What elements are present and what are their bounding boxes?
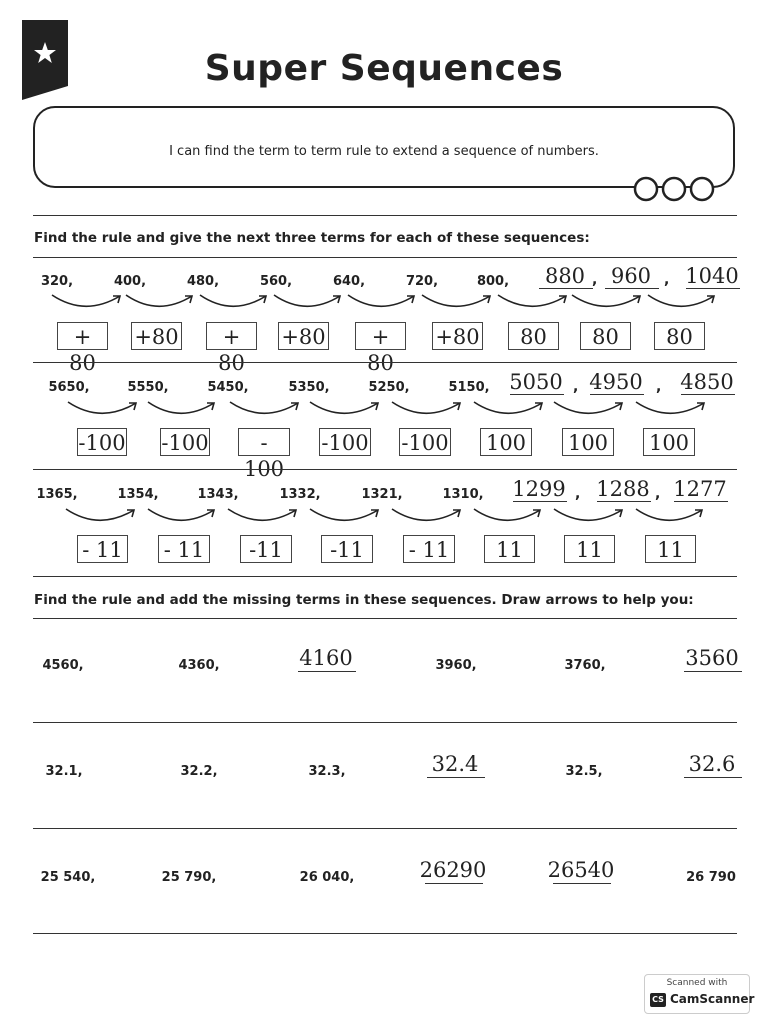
camscanner-logo-icon: CS [650,993,666,1007]
sequence-term: 5150, [448,380,490,395]
rule-value: +80 [435,325,480,349]
answer-underline [510,394,564,395]
comma-mark: , [592,272,598,288]
handwritten-answer: 1040 [685,264,739,288]
sequence-term: 32.1, [45,764,83,779]
rule-value: -100 [401,431,449,455]
sequence-term: 26 040, [299,870,355,885]
handwritten-answer: 4160 [299,646,353,670]
jump-arrow-icon [552,507,630,529]
rule-box [77,428,127,456]
sequence-term: 32.3, [308,764,346,779]
rule-box [206,322,257,375]
sequence-term: 1321, [361,487,403,502]
rule-value: -11 [330,538,364,562]
answer-underline [427,777,485,778]
jump-arrow-icon [472,507,548,529]
rule-box [508,322,559,350]
rule-box [278,322,329,350]
jump-arrow-icon [146,507,222,529]
sequence-term: 5550, [127,380,169,395]
handwritten-answer: 32.6 [688,752,736,776]
divider [33,469,737,470]
divider [33,722,737,723]
sequence-term: 400, [113,274,147,289]
sequence-term: 1354, [117,487,159,502]
sequence-term: 25 540, [40,870,96,885]
sequence-term: 1343, [197,487,239,502]
jump-arrow-icon [198,293,274,315]
answer-underline [513,501,567,502]
rule-value: + 80 [367,325,394,375]
handwritten-answer: 4850 [680,370,734,394]
rule-box [643,428,695,456]
divider [33,215,737,216]
jump-arrow-icon [472,400,550,422]
rule-value: 80 [666,325,693,349]
handwritten-answer: 880 [544,264,586,288]
sequence-term: 3760, [564,658,606,673]
sequence-term: 3960, [435,658,477,673]
rule-box [645,535,696,563]
rule-box [240,535,292,563]
rule-value: 11 [496,538,523,562]
rule-value: - 11 [163,538,205,562]
scanner-caption: Scanned with [666,978,728,988]
sequence-term: 640, [332,274,366,289]
scanner-name: CamScanner [670,992,755,1006]
divider [33,257,737,258]
rule-value: - 11 [82,538,123,562]
rule-box [319,428,371,456]
divider [33,828,737,829]
sequence-term: 5350, [288,380,330,395]
sequence-term: 5650, [48,380,90,395]
comma-mark: , [575,486,581,502]
rule-box [580,322,631,350]
jump-arrow-icon [570,293,648,315]
jump-arrow-icon [308,507,386,529]
handwritten-answer: 1299 [512,477,566,501]
jump-arrow-icon [226,507,304,529]
sequence-term: 26 790 [686,870,736,885]
sequence-term: 560, [259,274,293,289]
rule-value: 80 [520,325,547,349]
rule-value: +80 [134,325,179,349]
sequence-term: 32.5, [565,764,603,779]
answer-underline [686,288,740,289]
handwritten-answer: 1277 [673,477,727,501]
rule-box [238,428,290,481]
handwritten-answer: 32.4 [431,752,479,776]
answer-underline [425,883,483,884]
answer-underline [605,288,659,289]
comma-mark: , [573,379,579,395]
rule-value: +80 [281,325,326,349]
sequence-term: 720, [405,274,439,289]
rule-value: 100 [648,431,690,455]
answer-underline [684,671,742,672]
jump-arrow-icon [308,400,386,422]
rule-box [158,535,210,563]
answer-underline [597,501,651,502]
rule-box [432,322,483,350]
answer-underline [674,501,728,502]
sequence-term: 32.2, [180,764,218,779]
rule-box [131,322,182,350]
jump-arrow-icon [146,400,222,422]
rule-value: - 100 [243,431,285,481]
handwritten-answer: 4950 [589,370,643,394]
answer-underline [684,777,742,778]
handwritten-answer: 3560 [685,646,739,670]
rule-value: 80 [592,325,619,349]
divider [33,362,737,363]
handwritten-answer: 26290 [419,858,487,882]
jump-arrow-icon [272,293,348,315]
objective-text: I can find the term to term rule to extend a sequence of numbers. [169,144,599,159]
comma-mark: , [664,272,670,288]
jump-arrow-icon [228,400,306,422]
rule-value: 100 [567,431,609,455]
rule-box [480,428,532,456]
handwritten-answer: 1288 [596,477,650,501]
rule-box [403,535,455,563]
handwritten-answer: 5050 [509,370,563,394]
rule-box [564,535,615,563]
rule-box [160,428,210,456]
answer-underline [298,671,356,672]
answer-underline [553,883,611,884]
rule-box [321,535,373,563]
jump-arrow-icon [634,507,710,529]
jump-arrow-icon [496,293,574,315]
comma-mark: , [655,486,661,502]
jump-arrow-icon [552,400,630,422]
rule-value: + 80 [218,325,245,375]
rule-box [484,535,535,563]
sequence-term: 25 790, [161,870,217,885]
comma-mark: , [656,379,662,395]
jump-arrow-icon [390,400,468,422]
divider [33,933,737,934]
jump-arrow-icon [646,293,722,315]
jump-arrow-icon [420,293,498,315]
rule-value: -100 [321,431,369,455]
handwritten-answer: 26540 [547,858,615,882]
divider [33,576,737,577]
rule-value: -100 [78,431,126,455]
section1-instruction: Find the rule and give the next three terms for each of these sequences: [34,230,590,246]
jump-arrow-icon [66,400,144,422]
sequence-term: 320, [40,274,74,289]
sequence-term: 480, [186,274,220,289]
sequence-term: 1365, [36,487,78,502]
decorative-circles-icon [632,176,716,204]
rule-box [57,322,108,375]
rule-value: + 80 [69,325,96,375]
rule-value: -11 [249,538,283,562]
sequence-term: 5250, [368,380,410,395]
divider [33,618,737,619]
sequence-term: 4360, [178,658,220,673]
rule-box [654,322,705,350]
jump-arrow-icon [64,507,142,529]
answer-underline [681,394,735,395]
rule-value: 11 [657,538,684,562]
sequence-term: 5450, [207,380,249,395]
rule-box [399,428,451,456]
section2-instruction: Find the rule and add the missing terms in these sequences. Draw arrows to help you: [34,592,694,608]
jump-arrow-icon [124,293,200,315]
jump-arrow-icon [50,293,128,315]
rule-box [355,322,406,375]
sequence-term: 1332, [279,487,321,502]
sequence-term: 1310, [442,487,484,502]
rule-value: -100 [161,431,209,455]
answer-underline [590,394,644,395]
rule-value: 100 [485,431,527,455]
jump-arrow-icon [390,507,468,529]
sequence-term: 4560, [42,658,84,673]
rule-value: - 11 [408,538,450,562]
answer-underline [539,288,593,289]
rule-box [562,428,614,456]
rule-box [77,535,128,563]
rule-value: 11 [576,538,603,562]
jump-arrow-icon [634,400,712,422]
page-title: Super Sequences [204,48,564,89]
sequence-term: 800, [476,274,510,289]
handwritten-answer: 960 [610,264,652,288]
jump-arrow-icon [346,293,422,315]
